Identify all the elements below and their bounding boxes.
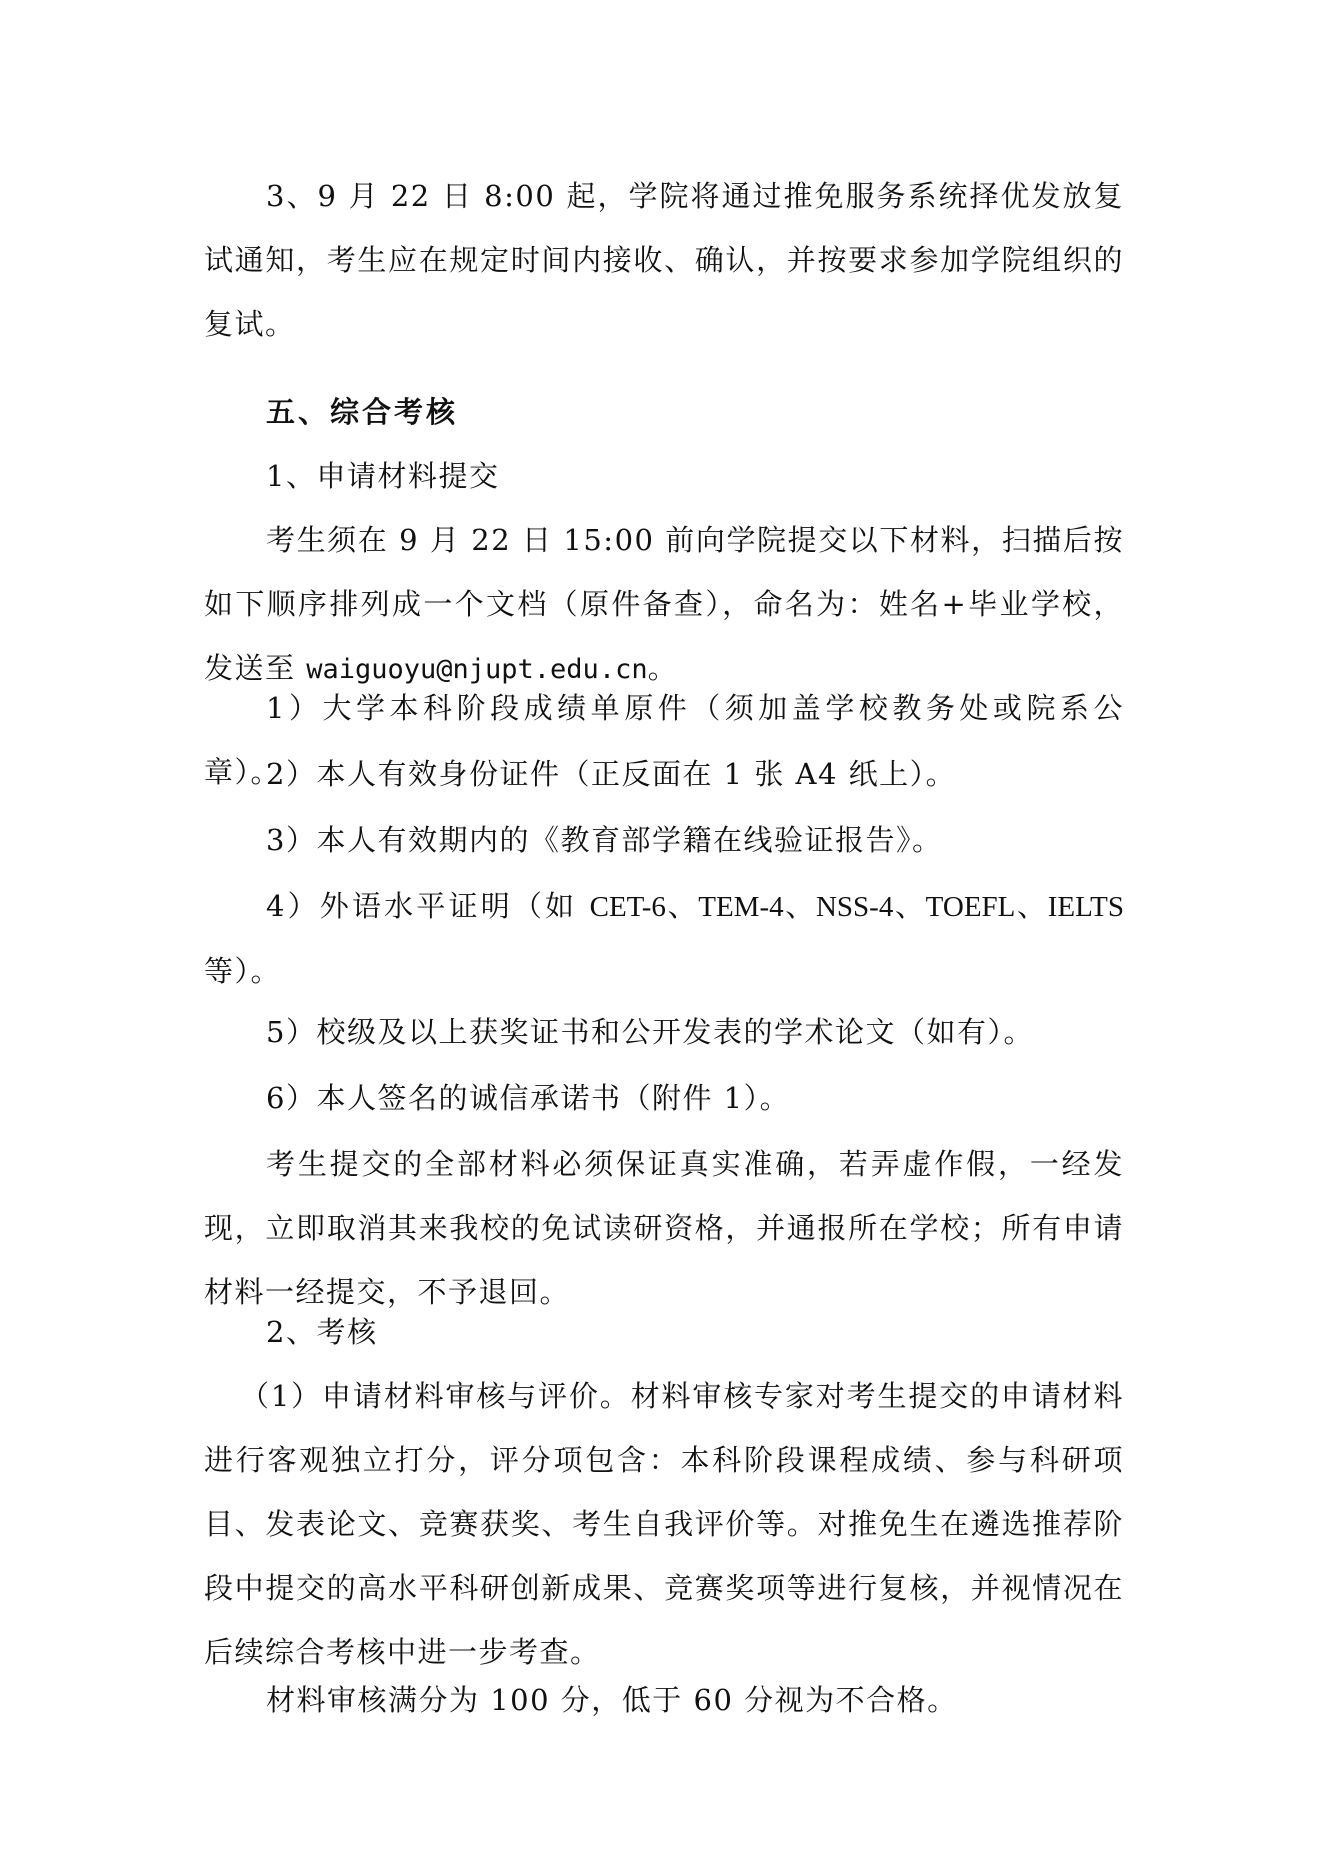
item4-prefix: 4）外语水平证明（如: [266, 889, 590, 923]
interview-notice-paragraph: 3、9 月 22 日 8:00 起，学院将通过推免服务系统择优发放复试通知，考生应在规定时间内接收、确认，并按要求参加学院组织的复试。: [204, 179, 1124, 341]
list-item: 6）本人签名的诚信承诺书（附件 1）。: [266, 1081, 791, 1115]
list-item: [204, 874, 1124, 1003]
item4-suffix: 等）。: [204, 954, 282, 988]
list-item: 2）本人有效身份证件（正反面在 1 张 A4 纸上）。: [266, 757, 957, 791]
list-item: 5）校级及以上获奖证书和公开发表的学术论文（如有）。: [266, 1015, 1034, 1049]
submit-intro-text: 考生须在 9 月 22 日 15:00 前向学院提交以下材料，扫描后按如下顺序排列成一个文档（原件备查），命名为：姓名+毕业学校，发送至: [204, 523, 1124, 685]
score-paragraph: 材料审核满分为 100 分，低于 60 分视为不合格。: [266, 1683, 958, 1717]
submit-intro-paragraph: [204, 508, 1124, 702]
submit-intro-end: 。: [647, 651, 679, 685]
assessment-subheading: 2、考核: [266, 1315, 378, 1349]
email-address: waiguoyu@njupt.edu.cn: [306, 654, 648, 685]
review-paragraph: （1）申请材料审核与评价。材料审核专家对考生提交的申请材料进行客观独立打分，评分项包含：本科阶段课程成绩、参与科研项目、发表论文、竞赛获奖、考生自我评价等。对推免生在遴选推荐阶段中提交的高水平科研创新成果、竞赛奖项等进行复核，并视情况在后续综合考核中进一步考查。: [204, 1379, 1124, 1669]
section-heading: 五、综合考核: [266, 395, 459, 429]
materials-subheading: 1、申请材料提交: [266, 459, 500, 493]
authenticity-paragraph: 考生提交的全部材料必须保证真实准确，若弄虚作假，一经发现，立即取消其来我校的免试读研资格，并通报所在学校；所有申请材料一经提交，不予退回。: [204, 1147, 1124, 1309]
language-tests: CET-6、TEM-4、NSS-4、TOEFL、IELTS: [589, 891, 1124, 923]
list-item: 3）本人有效期内的《教育部学籍在线验证报告》。: [266, 823, 943, 857]
list-item: 1）大学本科阶段成绩单原件（须加盖学校教务处或院系公章）。: [204, 691, 1124, 789]
